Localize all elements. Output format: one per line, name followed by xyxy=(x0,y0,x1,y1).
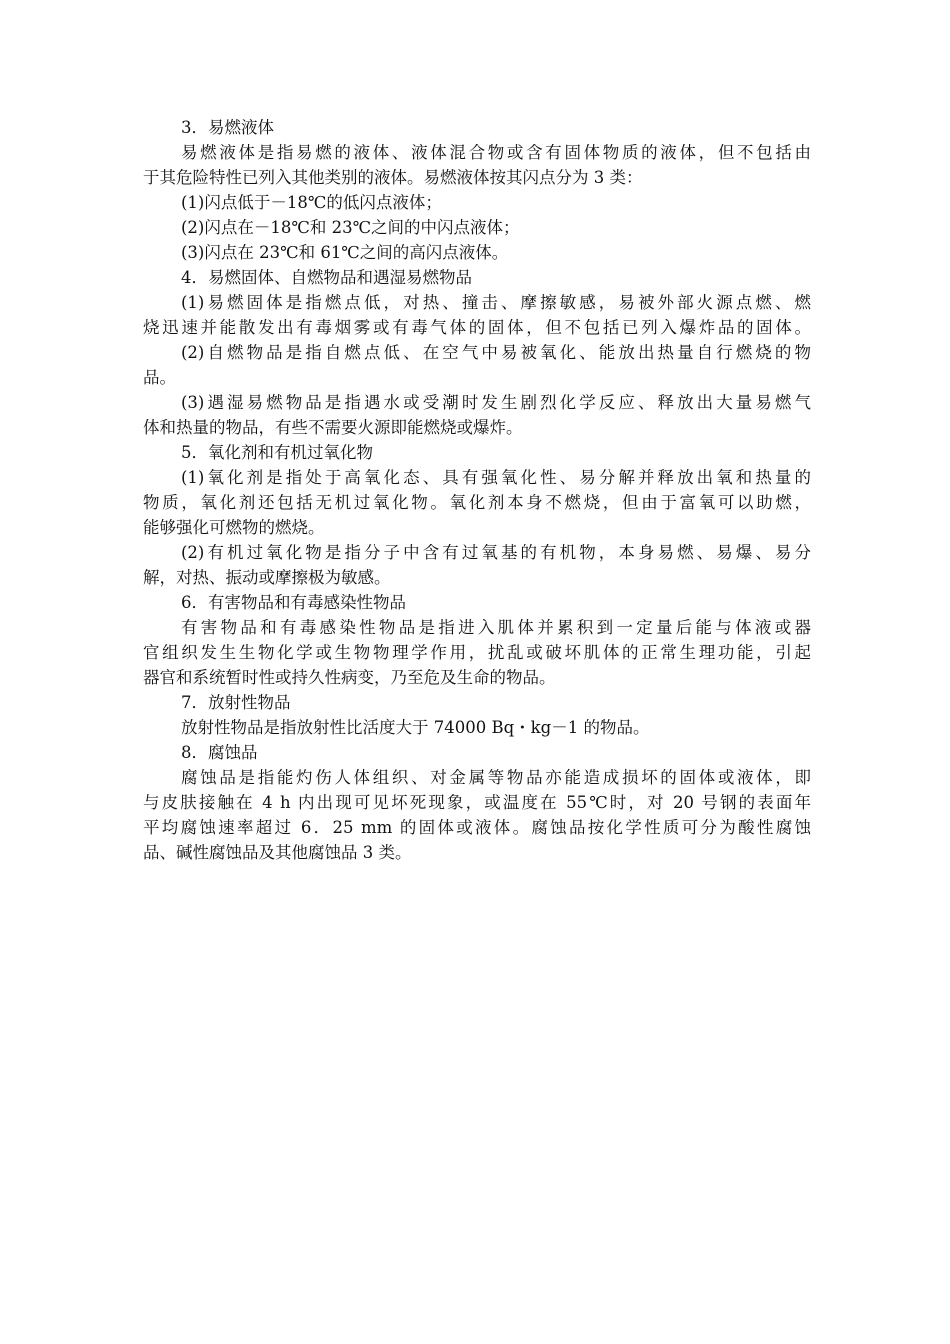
text-line: 8．腐蚀品 xyxy=(181,743,258,762)
text-line: 体和热量的物品，有些不需要火源即能燃烧或爆炸。 xyxy=(143,418,523,437)
text-line: 物质，氧化剂还包括无机过氧化物。氧化剂本身不燃烧，但由于富氧可以助燃， xyxy=(143,493,811,512)
text-line: 6．有害物品和有毒感染性物品 xyxy=(181,593,406,612)
text-line: 3．易燃液体 xyxy=(181,118,274,137)
text-line: (1)氧化剂是指处于高氧化态、具有强氧化性、易分解并释放出氧和热量的 xyxy=(181,468,811,487)
text-line: 5．氧化剂和有机过氧化物 xyxy=(181,443,373,462)
text-line: (2)自燃物品是指自燃点低、在空气中易被氧化、能放出热量自行燃烧的物 xyxy=(181,343,811,362)
text-line: 腐蚀品是指能灼伤人体组织、对金属等物品亦能造成损坏的固体或液体，即 xyxy=(181,768,811,787)
text-line: 品、碱性腐蚀品及其他腐蚀品 3 类。 xyxy=(143,843,412,862)
document-body xyxy=(143,115,811,865)
text-line: 放射性物品是指放射性比活度大于 74000 Bq・kg－1 的物品。 xyxy=(181,718,650,737)
text-line: 能够强化可燃物的燃烧。 xyxy=(143,518,325,537)
text-line: 于其危险特性已列入其他类别的液体。易燃液体按其闪点分为 3 类： xyxy=(143,168,643,187)
text-line: 品。 xyxy=(143,368,176,387)
text-line: (2)闪点在－18℃和 23℃之间的中闪点液体； xyxy=(181,218,520,237)
text-line: 与皮肤接触在 4 h 内出现可见坏死现象，或温度在 55℃时，对 20 号钢的表面年 xyxy=(143,793,811,812)
text-line: 4．易燃固体、自燃物品和遇湿易燃物品 xyxy=(181,268,472,287)
text-line: 易燃液体是指易燃的液体、液体混合物或含有固体物质的液体，但不包括由 xyxy=(181,143,811,162)
text-line: (2)有机过氧化物是指分子中含有过氧基的有机物，本身易燃、易爆、易分 xyxy=(181,543,811,562)
text-line: (3)闪点在 23℃和 61℃之间的高闪点液体。 xyxy=(181,243,509,262)
text-line: 官组织发生生物化学或生物物理学作用，扰乱或破坏肌体的正常生理功能，引起 xyxy=(143,643,811,662)
text-line: (3)遇湿易燃物品是指遇水或受潮时发生剧烈化学反应、释放出大量易燃气 xyxy=(181,393,811,412)
text-line: 烧迅速并能散发出有毒烟雾或有毒气体的固体，但不包括已列入爆炸品的固体。 xyxy=(143,318,811,337)
text-line: (1)易燃固体是指燃点低，对热、撞击、摩擦敏感，易被外部火源点燃、燃 xyxy=(181,293,811,312)
text-line: 解，对热、振动或摩擦极为敏感。 xyxy=(143,568,391,587)
text-line: (1)闪点低于－18℃的低闪点液体； xyxy=(181,193,442,212)
text-line: 有害物品和有毒感染性物品是指进入肌体并累积到一定量后能与体液或器 xyxy=(181,618,811,637)
text-line: 7．放射性物品 xyxy=(181,693,291,712)
text-line: 器官和系统暂时性或持久性病变，乃至危及生命的物品。 xyxy=(143,668,556,687)
text-line: 平均腐蚀速率超过 6．25 mm 的固体或液体。腐蚀品按化学性质可分为酸性腐蚀 xyxy=(143,818,811,837)
